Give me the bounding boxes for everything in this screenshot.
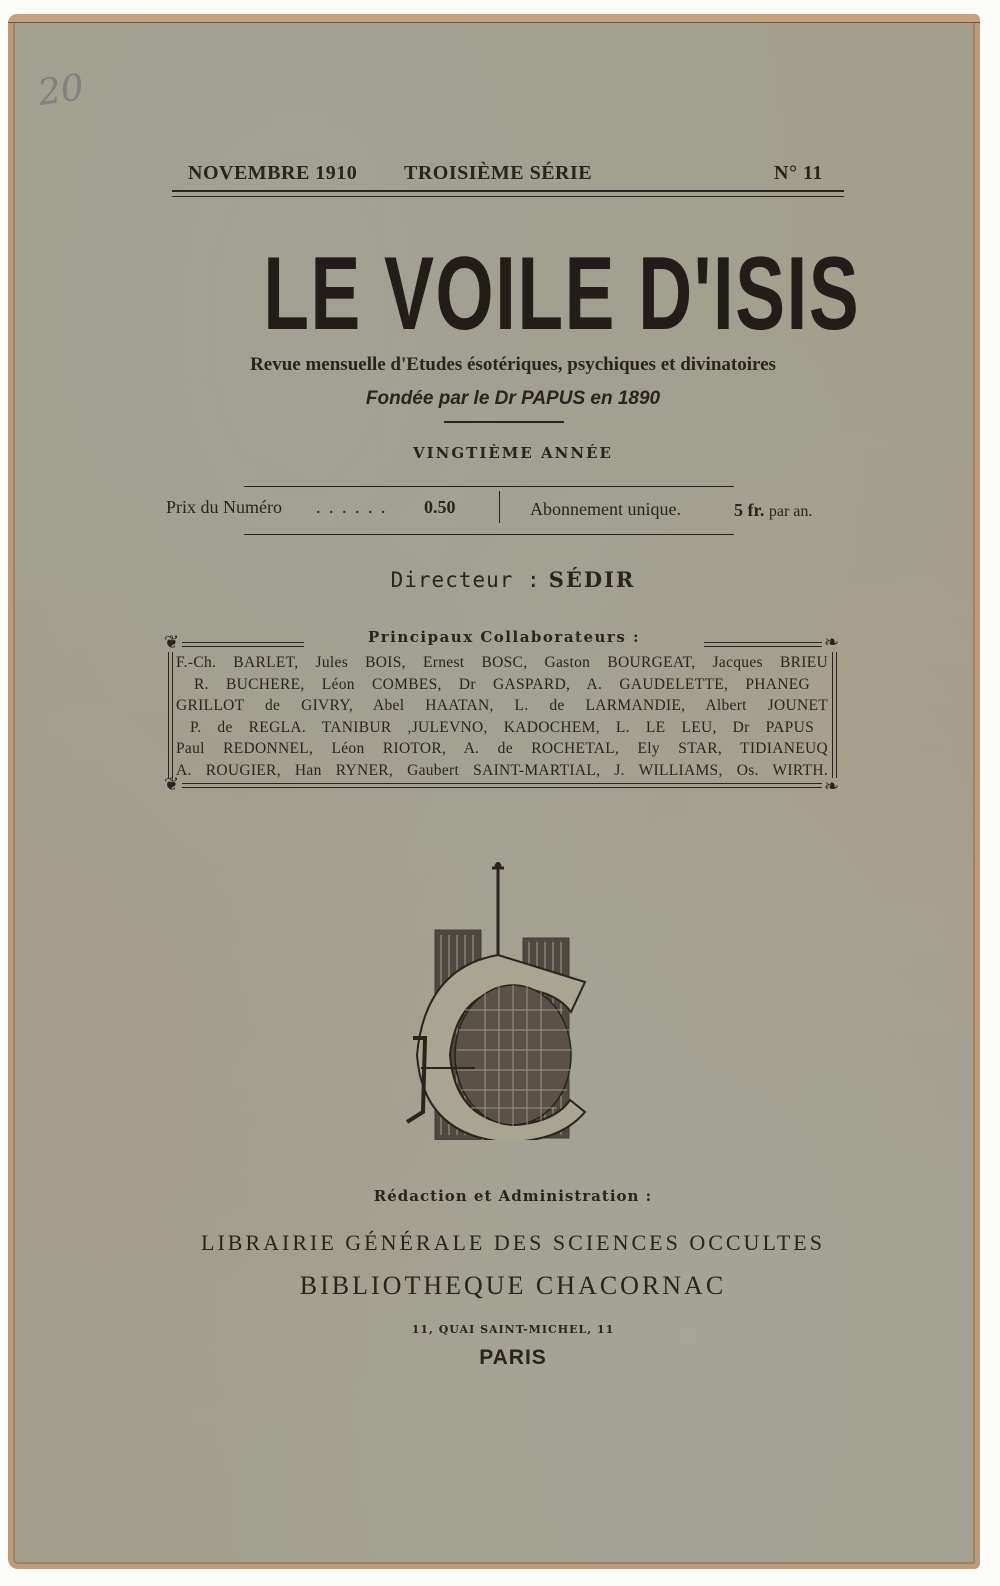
collaborators-line: GRILLOT de GIVRY, Abel HAATAN, L. de LARMANDIE, Albert JOUNET	[176, 697, 828, 715]
collaborators-line: R. BUCHERE, Léon COMBES, Dr GASPARD, A. GAUDELETTE, PHANEG	[194, 675, 810, 693]
subscription-price	[734, 500, 812, 521]
leader-dots: . . . . . .	[316, 497, 388, 517]
collaborators-heading: Principaux Collaborateurs :	[367, 628, 641, 646]
issue-header	[172, 160, 844, 190]
issue-series: TROISIÈME SÉRIE	[404, 162, 593, 184]
price-bottom-rule	[244, 534, 734, 535]
issue-date: NOVEMBRE 1910	[188, 162, 358, 184]
publisher-city: PARIS	[479, 1346, 547, 1369]
collaborators-box	[164, 628, 840, 797]
collaborators-list	[176, 652, 828, 782]
magazine-title: LE VOILE D'ISIS	[263, 236, 861, 352]
year-label: VINGTIÈME ANNÉE	[413, 444, 613, 462]
divider-rule	[444, 421, 564, 423]
price-separator	[499, 491, 500, 523]
founded-line: Fondée par le Dr PAPUS en 1890	[365, 388, 661, 409]
publisher-name: LIBRAIRIE GÉNÉRALE DES SCIENCES OCCULTES	[201, 1230, 825, 1255]
director-line	[168, 567, 858, 592]
subscription-period: par an.	[768, 503, 813, 520]
editorial-heading: Rédaction et Administration :	[373, 1187, 653, 1205]
director-name: SÉDIR	[548, 567, 636, 592]
magazine-cover	[8, 14, 980, 1569]
publisher-imprint: BIBLIOTHEQUE CHACORNAC	[299, 1271, 727, 1300]
box-rule-right	[832, 652, 837, 778]
collaborators-line: P. de REGLA. TANIBUR ,JULEVNO, KADOCHEM, L. LE LEU, Dr PAPUS	[190, 718, 814, 736]
box-rule-top-right	[704, 642, 822, 647]
flourish-top-right-icon: ❧	[824, 632, 840, 653]
collaborators-line: Paul REDONNEL, Léon RIOTOR, A. de ROCHETAL, Ely STAR, TIDIANEUQ	[176, 740, 828, 758]
subscription-label: Abonnement unique.	[530, 499, 681, 519]
header-double-rule	[172, 190, 844, 197]
price-top-rule	[244, 486, 734, 487]
collaborators-line: F.-Ch. BARLET, Jules BOIS, Ernest BOSC, Gaston BOURGEAT, Jacques BRIEU	[176, 654, 828, 671]
flourish-top-left-icon: ❦	[164, 632, 180, 653]
issue-price: 0.50	[424, 497, 456, 517]
publisher-emblem-icon	[395, 850, 605, 1140]
issue-number: N° 11	[774, 162, 823, 184]
box-rule-top-left	[182, 642, 304, 647]
flourish-bottom-right-icon: ❧	[824, 776, 840, 797]
pricing-row	[166, 497, 846, 525]
box-rule-bottom	[182, 783, 822, 788]
flourish-bottom-left-icon: ❦	[164, 774, 180, 795]
issue-price-label: Prix du Numéro	[166, 497, 282, 517]
director-label: Directeur :	[390, 568, 541, 592]
box-rule-left	[168, 652, 173, 778]
subscription-amount: 5 fr.	[734, 500, 765, 520]
collaborators-line: A. ROUGIER, Han RYNER, Gaubert SAINT-MARTIAL, J. WILLIAMS, Os. WIRTH.	[176, 761, 828, 779]
handwritten-note: 20	[35, 67, 87, 114]
publisher-address: 11, QUAI SAINT-MICHEL, 11	[411, 1323, 615, 1336]
magazine-subtitle: Revue mensuelle d'Etudes ésotériques, psychiques et divinatoires	[250, 354, 776, 375]
